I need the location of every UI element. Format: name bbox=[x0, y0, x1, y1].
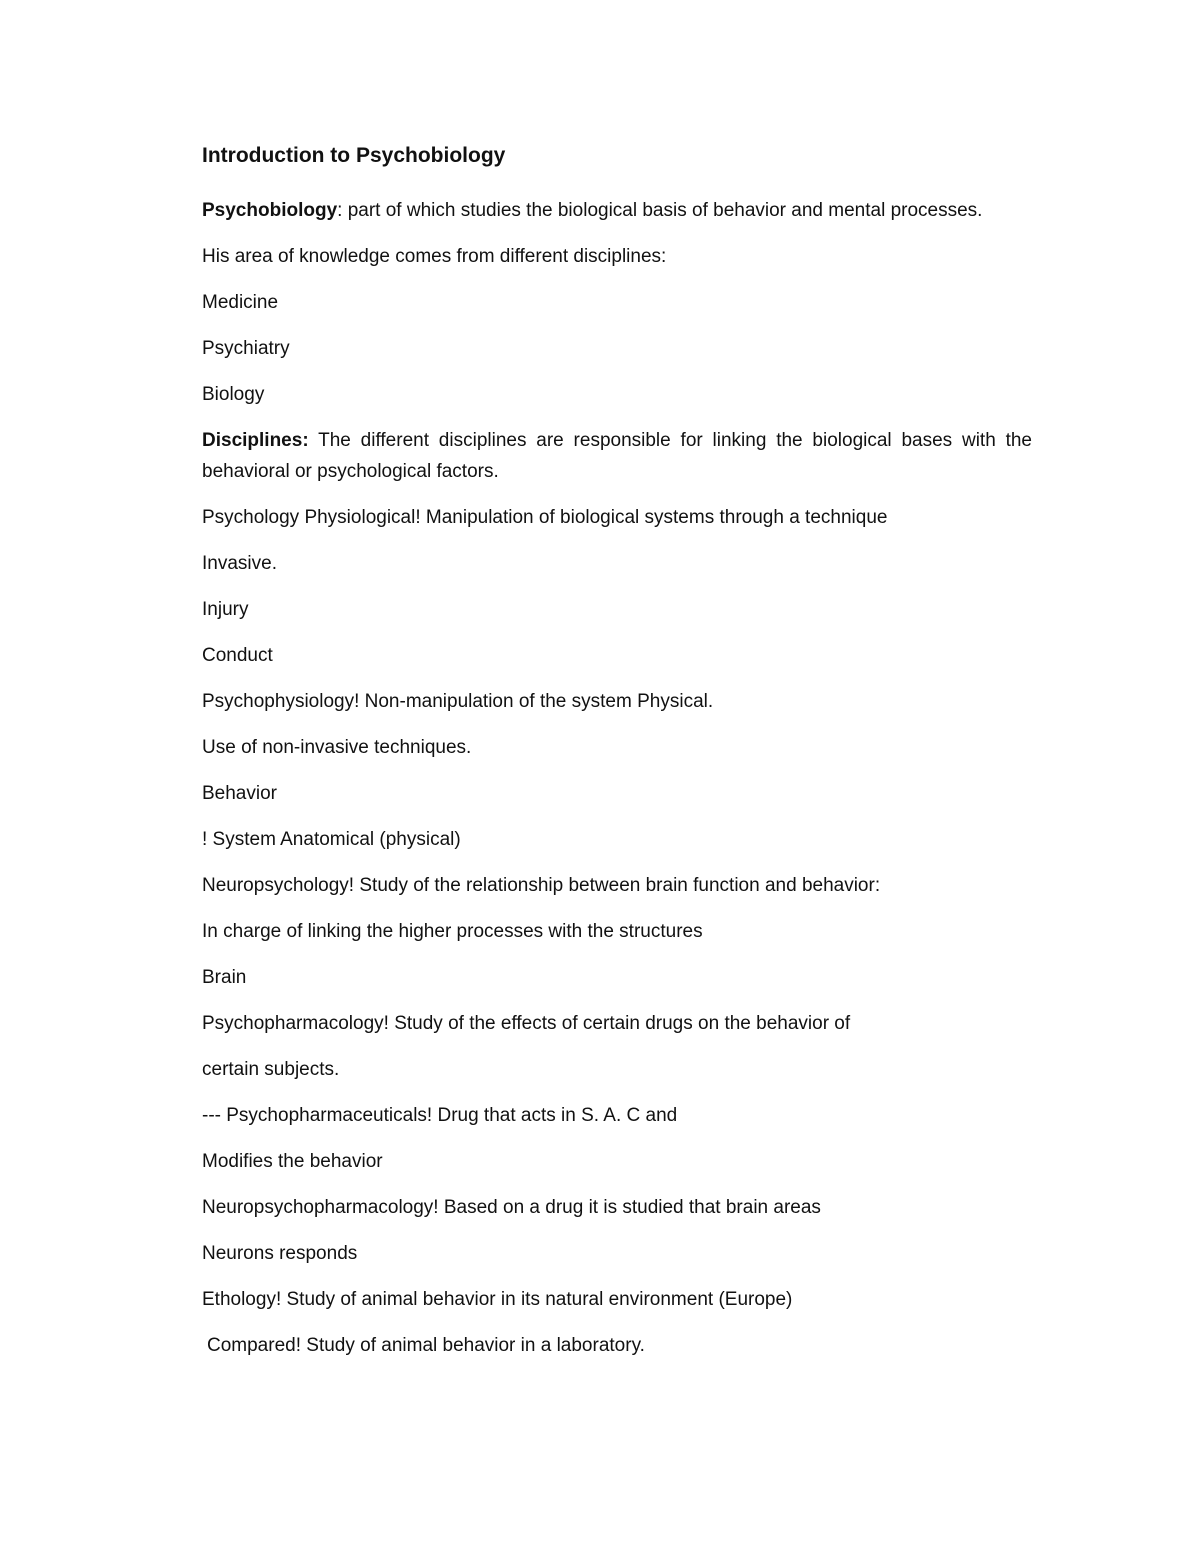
paragraph: ! System Anatomical (physical) bbox=[202, 829, 461, 850]
definition-term: Psychobiology bbox=[202, 200, 338, 221]
disciplines-text: The different disciplines are responsible for linking the biological bases with the behavioral or psychological factors. bbox=[202, 430, 1032, 482]
disciplines-term: Disciplines: bbox=[202, 430, 309, 451]
paragraph: In charge of linking the higher processes with the structures bbox=[202, 921, 703, 942]
paragraph: Brain bbox=[202, 967, 247, 988]
paragraph: --- Psychopharmaceuticals! Drug that acts in S. A. C and bbox=[202, 1105, 678, 1126]
paragraph: Use of non-invasive techniques. bbox=[202, 737, 472, 758]
paragraph: Invasive. bbox=[202, 553, 277, 574]
definition-text: : part of which studies the biological basis of behavior and mental processes. bbox=[337, 200, 983, 221]
paragraph: Psychiatry bbox=[202, 338, 290, 359]
paragraph: Conduct bbox=[202, 645, 273, 666]
disciplines-paragraph bbox=[202, 425, 1032, 487]
paragraph: Psychopharmacology! Study of the effects of certain drugs on the behavior of bbox=[202, 1013, 851, 1034]
paragraph: Medicine bbox=[202, 292, 279, 313]
paragraph: Biology bbox=[202, 384, 265, 405]
document-title: Introduction to Psychobiology bbox=[202, 144, 506, 167]
paragraph: Compared! Study of animal behavior in a laboratory. bbox=[207, 1335, 645, 1356]
document-body bbox=[202, 138, 1032, 1376]
paragraph: Modifies the behavior bbox=[202, 1151, 383, 1172]
paragraph: Neuropsychopharmacology! Based on a drug it is studied that brain areas bbox=[202, 1197, 821, 1218]
definition-paragraph bbox=[202, 195, 1032, 226]
paragraph: Psychophysiology! Non-manipulation of the system Physical. bbox=[202, 691, 714, 712]
paragraph: Neuropsychology! Study of the relationship between brain function and behavior: bbox=[202, 875, 881, 896]
paragraph: Neurons responds bbox=[202, 1243, 358, 1264]
paragraph: Injury bbox=[202, 599, 249, 620]
paragraph: His area of knowledge comes from different disciplines: bbox=[202, 246, 667, 267]
paragraph: Psychology Physiological! Manipulation of biological systems through a technique bbox=[202, 507, 888, 528]
paragraph: certain subjects. bbox=[202, 1059, 340, 1080]
paragraph: Behavior bbox=[202, 783, 277, 804]
paragraph: Ethology! Study of animal behavior in its natural environment (Europe) bbox=[202, 1289, 793, 1310]
